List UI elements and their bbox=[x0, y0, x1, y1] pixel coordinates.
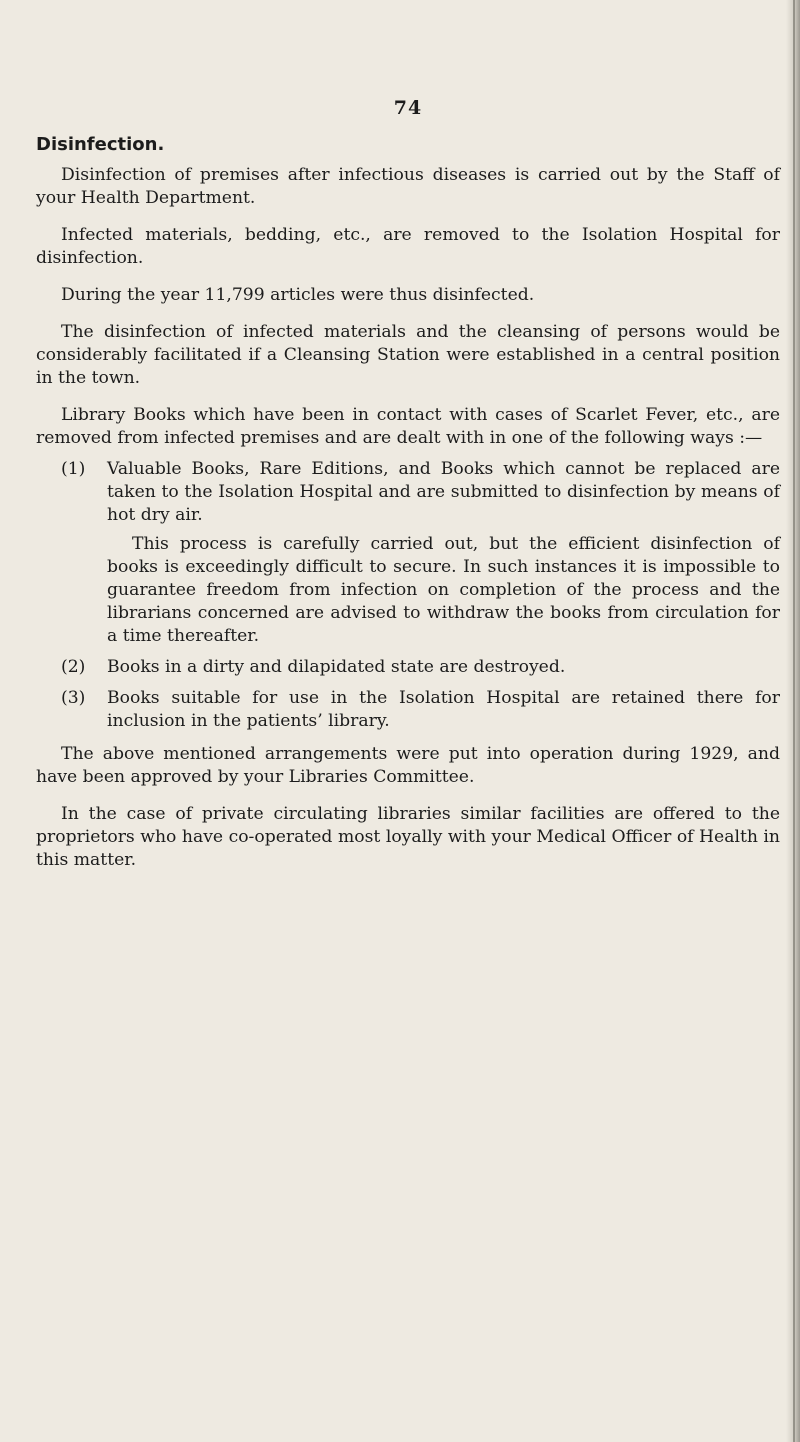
list-item bbox=[36, 656, 780, 679]
page-edge-line bbox=[793, 0, 795, 1442]
list-item-body bbox=[107, 656, 780, 679]
list-item-text: Books in a dirty and dilapidated state are destroyed. bbox=[107, 657, 566, 677]
list-item-number: (1) bbox=[61, 459, 86, 479]
list-item-number: (3) bbox=[61, 688, 86, 708]
list-item-body bbox=[107, 687, 780, 733]
list-item-body bbox=[107, 458, 780, 648]
paragraph: Disinfection of premises after infectious diseases is carried out by the Staff of your Health Department. bbox=[36, 165, 780, 208]
list-item-text: Valuable Books, Rare Editions, and Books which cannot be replaced are taken to the Isolation Hospital and are submitted to disinfection by means of hot dry air. bbox=[107, 459, 780, 525]
list-item-subparagraph: This process is carefully carried out, but the efficient disinfection of books is exceedingly difficult to secure. In such instances it is impossible to guarantee freedom from infection on completion of the process and the librarians concerned are advised to withdraw the books from circulation for a time thereafter. bbox=[107, 534, 780, 646]
paragraph: The disinfection of infected materials and the cleansing of persons would be considerably facilitated if a Cleansing Station were established in a central position in the town. bbox=[36, 322, 780, 388]
numbered-list bbox=[36, 458, 780, 733]
paragraph: Infected materials, bedding, etc., are removed to the Isolation Hospital for disinfection. bbox=[36, 225, 780, 268]
document-page bbox=[36, 96, 780, 886]
list-item bbox=[36, 687, 780, 733]
paragraph: Library Books which have been in contact with cases of Scarlet Fever, etc., are removed from infected premises and are dealt with in one of the following ways :— bbox=[36, 405, 780, 448]
paragraph: During the year 11,799 articles were thus disinfected. bbox=[61, 285, 535, 305]
list-item-number: (2) bbox=[61, 657, 86, 677]
page-number: 74 bbox=[393, 97, 423, 119]
list-item-text: Books suitable for use in the Isolation Hospital are retained there for inclusion in the patients’ library. bbox=[107, 688, 780, 731]
section-heading: Disinfection. bbox=[36, 134, 165, 155]
paragraph: In the case of private circulating libraries similar facilities are offered to the proprietors who have co-operated most loyally with your Medical Officer of Health in this matter. bbox=[36, 804, 780, 870]
list-item bbox=[36, 458, 780, 648]
paragraph: The above mentioned arrangements were put into operation during 1929, and have been approved by your Libraries Committee. bbox=[36, 744, 780, 787]
